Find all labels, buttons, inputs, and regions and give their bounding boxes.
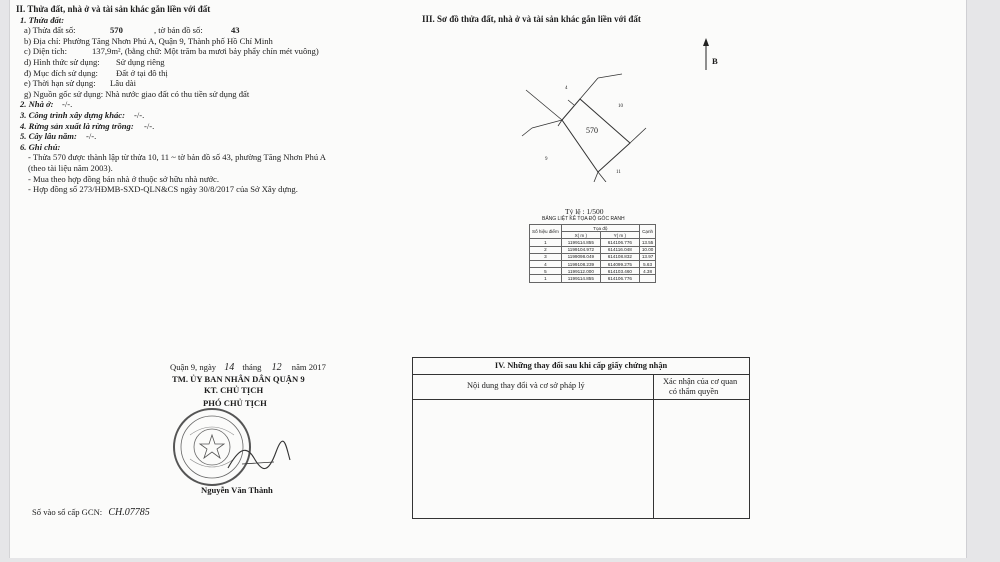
house-value: -/-. xyxy=(62,99,73,110)
coord-table-title: BẢNG LIỆT KÊ TỌA ĐỘ GÓC RANH xyxy=(542,216,625,222)
edge-length: 10.00 xyxy=(639,246,656,253)
signatory-title: PHÓ CHỦ TỊCH xyxy=(203,398,267,408)
parcel-number-label: a) Thửa đất số: xyxy=(24,25,76,36)
point-y: 614106.776 xyxy=(600,239,639,246)
col-edge: Cạnh xyxy=(639,225,656,239)
neighbor-9: 9 xyxy=(545,157,548,162)
section-3-title: III. Sơ đồ thửa đất, nhà ở và tài sản khác gắn liền với đất xyxy=(422,14,641,24)
point-x: 1199104.972 xyxy=(561,246,600,253)
date-month: 12 xyxy=(271,362,282,373)
changes-col-confirm-b: có thẩm quyền xyxy=(669,387,719,396)
parcel-number-value: 570 xyxy=(110,25,123,36)
usage-term-value: Lâu dài xyxy=(110,78,137,89)
issuing-org: TM. ỦY BAN NHÂN DÂN QUẬN 9 xyxy=(172,374,305,384)
month-label: tháng xyxy=(242,362,262,372)
point-y: 614106.776 xyxy=(600,275,639,282)
map-sheet-label: , tờ bản đồ số: xyxy=(154,25,203,36)
land-title: 1. Thửa đất: xyxy=(20,14,65,25)
table-row xyxy=(530,275,656,282)
point-x: 1199112.000 xyxy=(561,268,600,275)
section-land-info xyxy=(16,4,404,195)
gcn-label: Số vào sổ cấp GCN: xyxy=(32,507,103,517)
edge-length xyxy=(639,275,656,282)
changes-col-confirm-a: Xác nhận của cơ quan xyxy=(663,377,738,386)
note-2: - Mua theo hợp đồng bán nhà ở thuộc sở hữu nhà nước. xyxy=(28,173,219,184)
point-x: 1199114.855 xyxy=(561,275,600,282)
parcel-diagram xyxy=(510,70,650,182)
perennial-label: 5. Cây lâu năm: xyxy=(20,131,77,142)
certificate-sheet xyxy=(10,0,966,558)
usage-origin: g) Nguồn gốc sử dụng: Nhà nước giao đất có thu tiền sử dụng đất xyxy=(24,88,250,99)
note-3: - Hợp đồng số 273/HĐMB-SXD-QLN&CS ngày 30/8/2017 của Sở Xây dựng. xyxy=(28,184,298,195)
usage-purpose-label: đ) Mục đích sử dụng: xyxy=(24,67,98,78)
changes-col-content: Nội dung thay đổi và cơ sở pháp lý xyxy=(467,381,585,390)
coordinates-table xyxy=(529,224,656,283)
edge-length: 13.55 xyxy=(639,239,656,246)
address: b) Địa chỉ: Phường Tăng Nhơn Phú A, Quận 9, Thành phố Hồ Chí Minh xyxy=(24,35,273,46)
point-id: 5 xyxy=(530,268,562,275)
signatory-kt: KT. CHỦ TỊCH xyxy=(204,385,264,395)
col-point: Số hiệu điểm xyxy=(530,225,562,239)
signatory-name: Nguyễn Văn Thành xyxy=(201,485,273,495)
point-id: 2 xyxy=(530,246,562,253)
table-row xyxy=(530,260,656,267)
forest-value: -/-. xyxy=(144,120,155,131)
note-1: - Thửa 570 được thành lập từ thửa 10, 11 ~ tờ bản đồ số 43, phường Tăng Nhơn Phú A xyxy=(28,152,327,163)
point-x: 1199114.855 xyxy=(561,239,600,246)
signature-icon xyxy=(224,440,294,476)
parcel-label: 570 xyxy=(586,126,598,135)
scale-label: Tỷ lệ : 1/500 xyxy=(565,207,604,216)
edge-length: 13.97 xyxy=(639,253,656,260)
table-row xyxy=(530,268,656,275)
north-arrow-icon xyxy=(698,38,718,72)
section-2-title: II. Thửa đất, nhà ở và tài sản khác gắn liền với đất xyxy=(16,4,211,14)
area-value: 137,9m², (bằng chữ: Một trăm ba mươi bảy phẩy chín mét vuông) xyxy=(92,46,319,57)
changes-divider xyxy=(653,374,654,518)
perennial-value: -/-. xyxy=(86,131,97,142)
neighbor-4: 4 xyxy=(565,86,568,91)
house-label: 2. Nhà ở: xyxy=(20,99,54,110)
point-id: 4 xyxy=(530,260,562,267)
point-id: 3 xyxy=(530,253,562,260)
col-coord: Tọa độ xyxy=(561,225,639,232)
point-x: 1199098.049 xyxy=(561,253,600,260)
point-x: 1199108.239 xyxy=(561,260,600,267)
changes-header-row xyxy=(413,375,749,400)
edge-length: 5.63 xyxy=(639,260,656,267)
neighbor-11: 11 xyxy=(616,170,621,175)
table-row xyxy=(530,246,656,253)
table-row xyxy=(530,239,656,246)
gcn-register xyxy=(32,507,150,519)
notes-label: 6. Ghi chú: xyxy=(20,141,61,152)
area-label: c) Diện tích: xyxy=(24,46,67,57)
point-y: 614099.275 xyxy=(600,260,639,267)
edge-length: 4.38 xyxy=(639,268,656,275)
col-x: X( m ) xyxy=(561,232,600,239)
year-label: năm 2017 xyxy=(291,362,326,372)
usage-purpose-value: Đất ở tại đô thị xyxy=(116,67,168,78)
table-row xyxy=(530,253,656,260)
point-id: 1 xyxy=(530,275,562,282)
point-y: 614103.460 xyxy=(600,268,639,275)
date-day: 14 xyxy=(224,362,235,373)
gcn-value: CH.07785 xyxy=(108,507,150,518)
north-label: B xyxy=(712,56,718,66)
other-construction-value: -/-. xyxy=(134,109,145,120)
point-y: 614108.832 xyxy=(600,253,639,260)
note-1b: (theo tài liệu năm 2003). xyxy=(28,162,113,173)
other-construction-label: 3. Công trình xây dựng khác: xyxy=(20,109,125,120)
changes-table xyxy=(412,357,750,519)
usage-form-value: Sử dụng riêng xyxy=(116,56,165,67)
section-4-title: IV. Những thay đổi sau khi cấp giấy chứng nhận xyxy=(413,358,749,375)
col-y: Y( m ) xyxy=(600,232,639,239)
forest-label: 4. Rừng sản xuất là rừng trồng: xyxy=(20,120,134,131)
parcel-boundary xyxy=(562,99,630,172)
place-date-label: Quận 9, ngày xyxy=(170,362,217,372)
usage-term-label: e) Thời hạn sử dụng: xyxy=(24,78,96,89)
map-sheet-value: 43 xyxy=(231,25,240,36)
place-date xyxy=(170,362,326,374)
point-id: 1 xyxy=(530,239,562,246)
neighbor-10: 10 xyxy=(618,104,623,109)
usage-form-label: d) Hình thức sử dụng: xyxy=(24,56,100,67)
point-y: 614116.048 xyxy=(600,246,639,253)
